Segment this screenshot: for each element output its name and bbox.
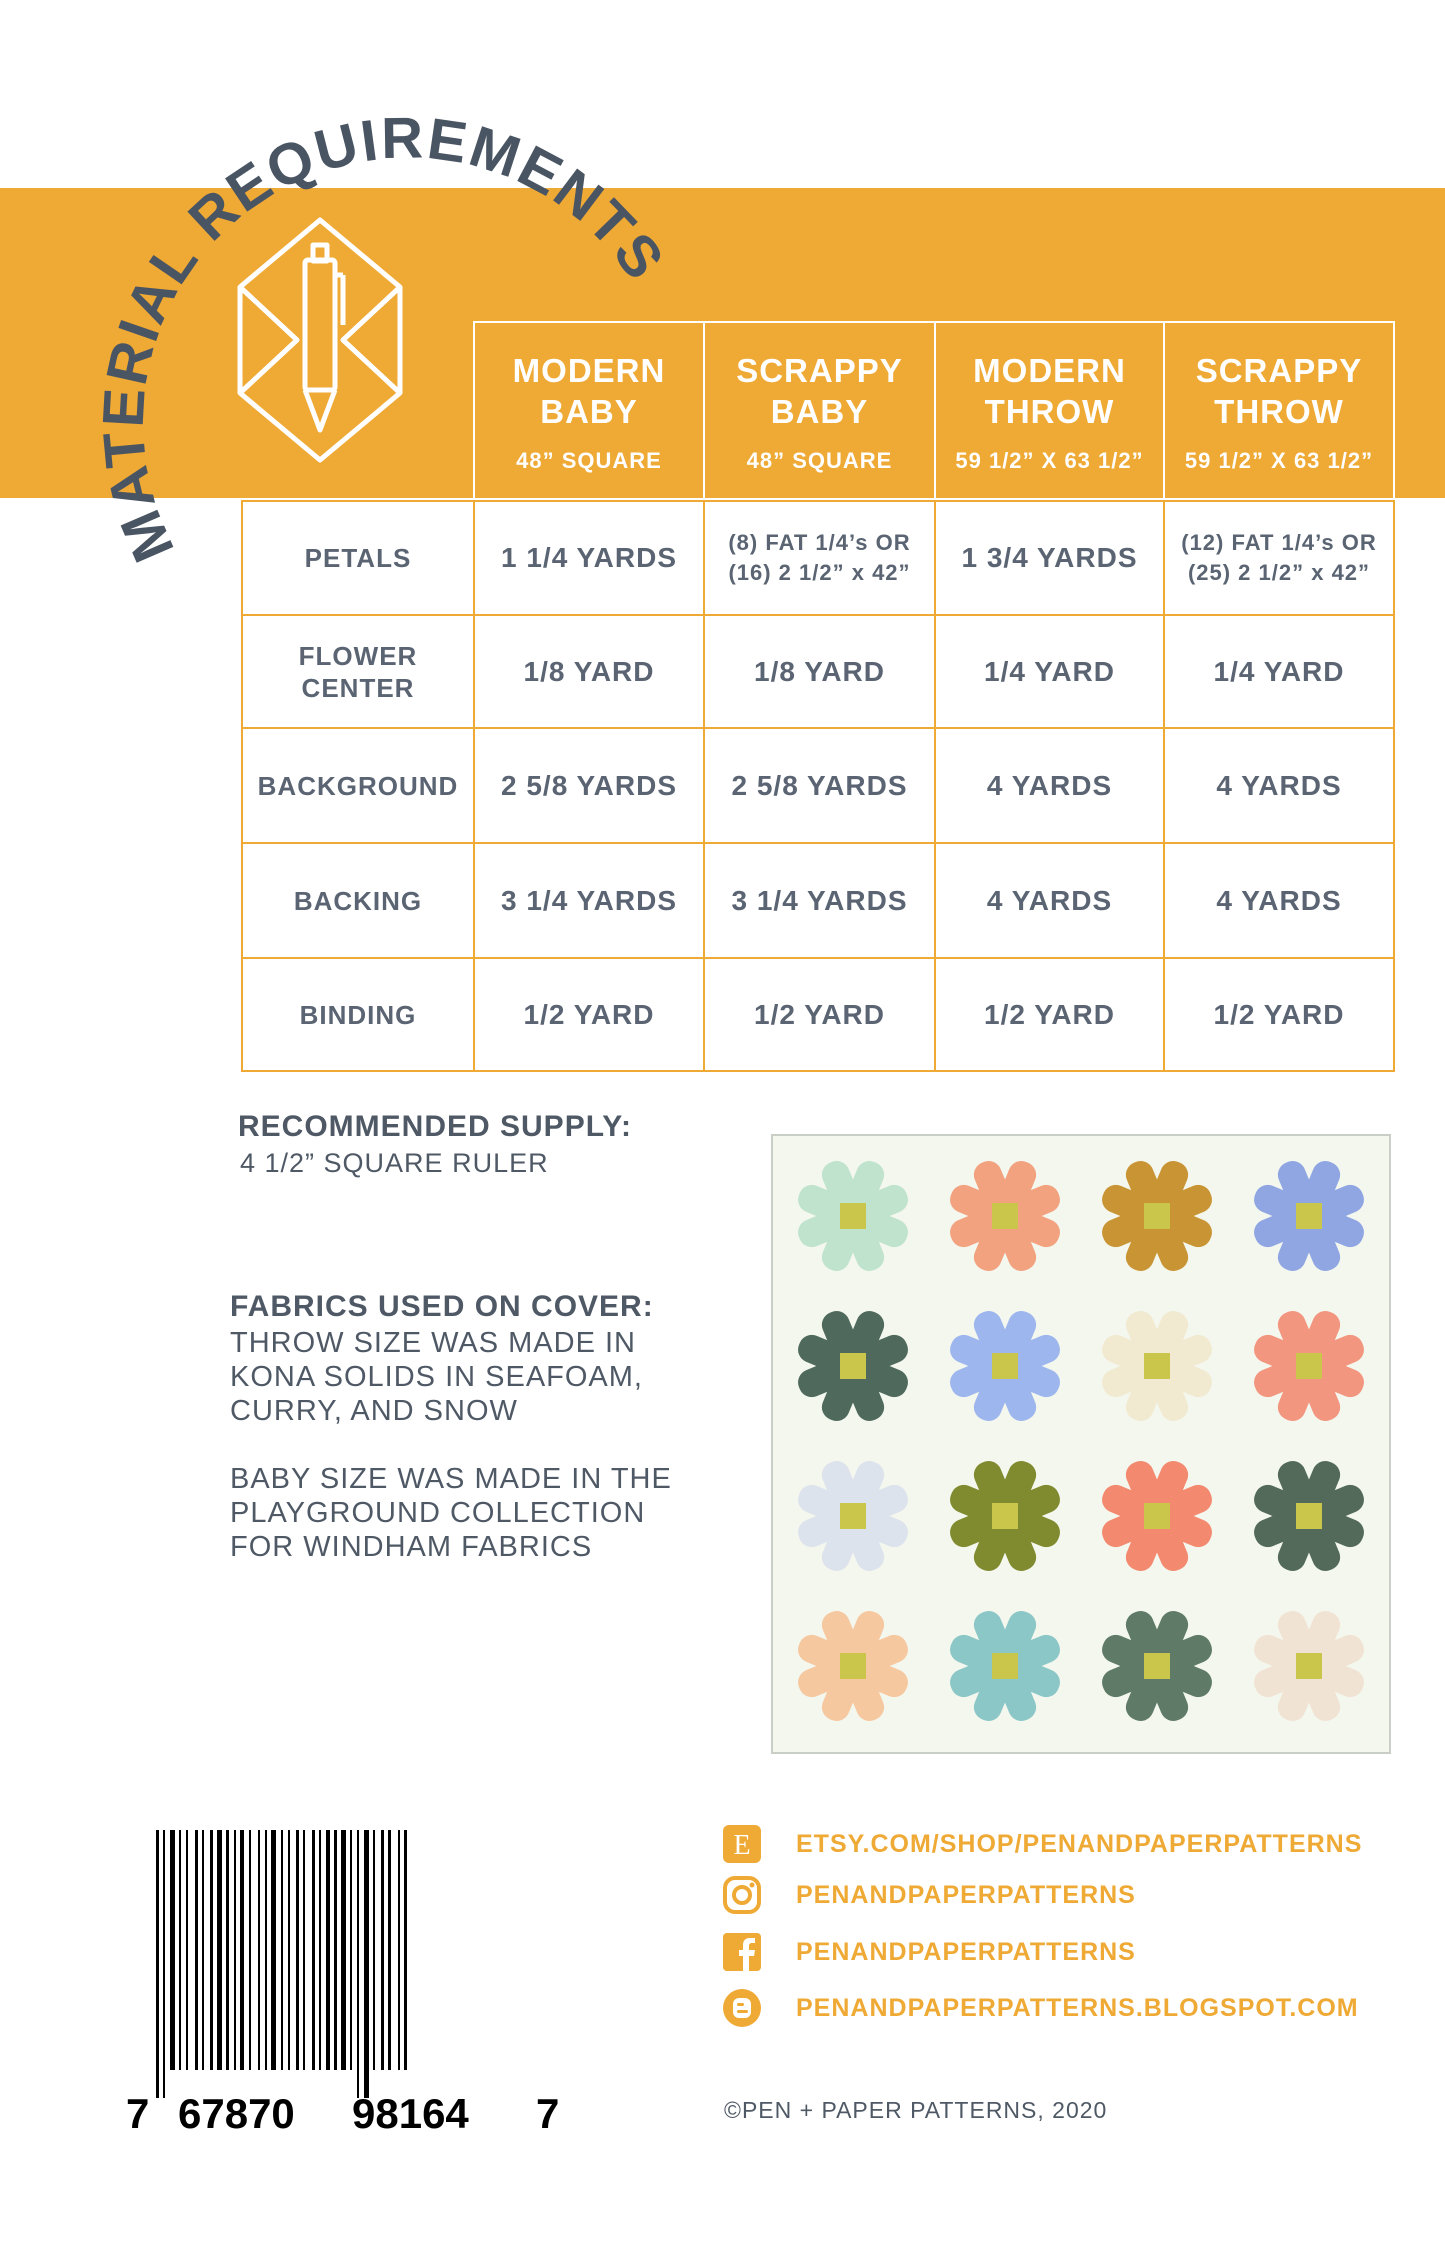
table-cell-text: 1/2 YARD: [1213, 998, 1345, 1030]
column-title: BABY: [770, 392, 869, 430]
table-cell-text: 4 YARDS: [986, 884, 1113, 916]
table-cell-text: 2 5/8 YARDS: [731, 769, 908, 801]
table-cell: [473, 500, 705, 616]
table-cell: [703, 842, 936, 959]
quilt-flower: [1250, 1157, 1368, 1275]
table-cell: [1163, 727, 1395, 844]
barcode-digit: 7: [126, 2090, 150, 2137]
quilt-flower: [1098, 1607, 1216, 1725]
table-cell-text: 4 YARDS: [1216, 769, 1342, 801]
table-cell: [1163, 614, 1395, 729]
table-cell-text: (8) FAT 1/4’s OR: [728, 530, 911, 555]
column-size: 59 1/2” X 63 1/2”: [955, 447, 1144, 473]
table-cell: [1163, 500, 1395, 616]
facebook-link[interactable]: PENANDPAPERPATTERNS: [796, 1937, 1136, 1966]
table-cell-text: 1/4 YARD: [984, 655, 1115, 687]
quilt-flower: [1250, 1607, 1368, 1725]
barcode-digit: 7: [536, 2090, 560, 2137]
quilt-flower: [946, 1307, 1064, 1425]
copyright: ©PEN + PAPER PATTERNS, 2020: [724, 2097, 1108, 2123]
facebook-icon: [720, 1930, 764, 1974]
column-header: [1163, 321, 1395, 502]
social-etsy[interactable]: [720, 1822, 1400, 1866]
table-cell: [934, 614, 1165, 729]
row-label-text: PETALS: [304, 543, 412, 573]
table-cell-text: 2 5/8 YARDS: [501, 769, 677, 801]
quilt-cover-image: [771, 1134, 1391, 1754]
quilt-flower: [1098, 1157, 1216, 1275]
table-cell: [473, 957, 705, 1072]
column-header: [473, 321, 705, 502]
social-blogger[interactable]: [720, 1986, 1400, 2030]
instagram-icon: [720, 1873, 764, 1917]
instagram-link[interactable]: PENANDPAPERPATTERNS: [796, 1880, 1136, 1909]
blog-link[interactable]: PENANDPAPERPATTERNS.BLOGSPOT.COM: [796, 1993, 1359, 2022]
table-cell: [934, 842, 1165, 959]
table-cell: [1163, 842, 1395, 959]
social-instagram[interactable]: [720, 1873, 1400, 1917]
table-cell-text: (12) FAT 1/4’s OR: [1181, 530, 1377, 555]
fabrics-line: PLAYGROUND COLLECTION: [230, 1497, 646, 1529]
table-cell: [934, 727, 1165, 844]
quilt-flower: [1250, 1307, 1368, 1425]
column-size: 48” SQUARE: [746, 447, 893, 473]
fabrics-line: KONA SOLIDS IN SEAFOAM,: [230, 1361, 643, 1393]
fabrics-heading: FABRICS USED ON COVER:: [230, 1290, 654, 1323]
table-cell-text: (25) 2 1/2” x 42”: [1187, 560, 1371, 585]
etsy-icon: [720, 1822, 764, 1866]
table-cell-text: 1/2 YARD: [523, 998, 655, 1030]
quilt-flower: [1250, 1457, 1368, 1575]
barcode-digit: 67870: [178, 2090, 295, 2137]
row-label: [241, 727, 475, 844]
fabrics-line: FOR WINDHAM FABRICS: [230, 1531, 593, 1563]
quilt-flower: [1098, 1307, 1216, 1425]
svg-text:E: E: [733, 1830, 751, 1861]
recommended-supply-heading: RECOMMENDED SUPPLY:: [238, 1110, 633, 1143]
table-cell: [703, 500, 936, 616]
table-cell: [703, 727, 936, 844]
column-title: BABY: [540, 392, 638, 430]
quilt-flower: [794, 1157, 912, 1275]
column-size: 48” SQUARE: [516, 447, 662, 473]
table-cell: [703, 614, 936, 729]
quilt-flower: [1098, 1457, 1216, 1575]
table-cell-text: (16) 2 1/2” x 42”: [728, 560, 911, 585]
row-label: [241, 500, 475, 616]
table-cell: [473, 842, 705, 959]
etsy-link[interactable]: ETSY.COM/SHOP/PENANDPAPERPATTERNS: [796, 1829, 1363, 1858]
column-header: [703, 321, 936, 502]
row-label-text: BACKING: [293, 885, 423, 916]
table-cell-text: 1/2 YARD: [984, 998, 1115, 1030]
barcode: [154, 1830, 564, 2100]
row-label: [241, 842, 475, 959]
fabrics-line: BABY SIZE WAS MADE IN THE: [230, 1463, 672, 1495]
column-title: THROW: [1214, 392, 1344, 430]
table-cell-text: 1/8 YARD: [754, 655, 885, 687]
social-facebook[interactable]: [720, 1930, 1400, 1974]
column-title: SCRAPPY: [1195, 351, 1363, 389]
page-title: MATERIAL REQUIREMENTS: [90, 105, 678, 572]
table-cell-text: 1 3/4 YARDS: [961, 542, 1138, 573]
table-cell-text: 3 1/4 YARDS: [731, 884, 908, 916]
column-size: 59 1/2” X 63 1/2”: [1184, 447, 1374, 473]
table-cell-text: 4 YARDS: [986, 769, 1113, 801]
column-title: SCRAPPY: [736, 351, 903, 389]
fabrics-line: CURRY, AND SNOW: [230, 1395, 518, 1427]
table-cell-text: 1/2 YARD: [754, 998, 885, 1030]
row-label: [241, 614, 475, 729]
column-title: MODERN: [512, 351, 666, 389]
column-header: [934, 321, 1165, 502]
table-cell: [934, 500, 1165, 616]
table-cell: [934, 957, 1165, 1072]
table-cell: [473, 614, 705, 729]
column-title: THROW: [984, 392, 1115, 430]
table-cell: [473, 727, 705, 844]
blogger-icon: [720, 1986, 764, 2030]
quilt-flower: [794, 1607, 912, 1725]
row-label-text: CENTER: [301, 672, 415, 703]
row-label-text: FLOWER: [298, 640, 418, 671]
quilt-flower: [946, 1457, 1064, 1575]
table-cell-text: 1/4 YARD: [1213, 655, 1345, 687]
row-label: [241, 957, 475, 1072]
quilt-flower: [794, 1457, 912, 1575]
table-cell-text: 4 YARDS: [1216, 884, 1342, 916]
recommended-supply-text: 4 1/2” SQUARE RULER: [240, 1148, 549, 1178]
quilt-flower: [794, 1307, 912, 1425]
table-cell: [1163, 957, 1395, 1072]
table-cell-text: 1/8 YARD: [523, 655, 655, 687]
barcode-digit: 98164: [352, 2090, 469, 2137]
row-label-text: BINDING: [299, 999, 417, 1030]
column-title: MODERN: [973, 351, 1126, 389]
fabrics-line: THROW SIZE WAS MADE IN: [230, 1327, 636, 1359]
material-table: [241, 321, 1393, 1070]
table-cell: [703, 957, 936, 1072]
table-cell-text: 1 1/4 YARDS: [501, 542, 677, 573]
quilt-flower: [946, 1607, 1064, 1725]
row-label-text: BACKGROUND: [257, 770, 459, 801]
table-cell-text: 3 1/4 YARDS: [501, 884, 677, 916]
quilt-flower: [946, 1157, 1064, 1275]
